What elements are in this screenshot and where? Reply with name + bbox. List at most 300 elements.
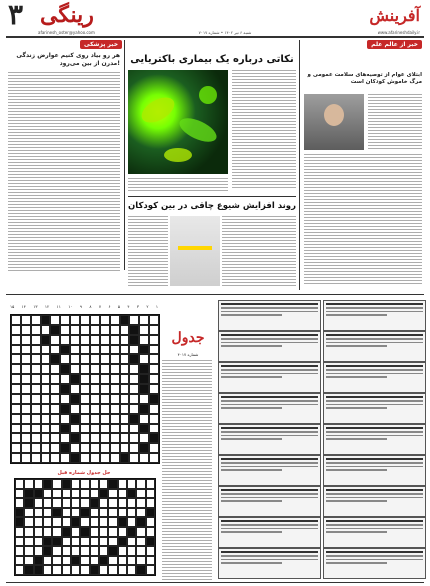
crossword-cell[interactable] [149, 414, 159, 424]
crossword-block [139, 345, 149, 355]
crossword-cell[interactable] [90, 364, 100, 374]
crossword-cell[interactable] [90, 453, 100, 463]
crossword-cell[interactable] [41, 433, 51, 443]
crossword-cell[interactable] [60, 374, 70, 384]
crossword-cell[interactable] [90, 394, 100, 404]
crossword-cell[interactable] [11, 325, 21, 335]
answer-cell [43, 508, 52, 518]
answer-cell [136, 479, 145, 489]
answer-cell [136, 537, 145, 547]
crossword-cell[interactable] [80, 374, 90, 384]
crossword-cell[interactable] [60, 453, 70, 463]
crossword-cell[interactable] [129, 374, 139, 384]
crossword-cell[interactable] [80, 335, 90, 345]
crossword-cell[interactable] [90, 424, 100, 434]
crossword-cell[interactable] [100, 374, 110, 384]
crossword-cell[interactable] [41, 404, 51, 414]
crossword-cell[interactable] [139, 315, 149, 325]
answer-cell [62, 546, 71, 556]
crossword-cell[interactable] [21, 453, 31, 463]
crossword-cell[interactable] [149, 404, 159, 414]
crossword-cell[interactable] [90, 315, 100, 325]
crossword-cell[interactable] [60, 335, 70, 345]
crossword-cell[interactable] [21, 354, 31, 364]
answer-cell [118, 565, 127, 575]
answer-cell [43, 546, 52, 556]
crossword-cell[interactable] [139, 414, 149, 424]
health-tag: خبر پزشکی [80, 40, 122, 49]
answer-cell [146, 537, 155, 547]
crossword-cell[interactable] [120, 345, 130, 355]
col-number: ۱۲ [44, 304, 50, 309]
answer-cell [62, 508, 71, 518]
crossword-cell[interactable] [31, 414, 41, 424]
crossword-cell[interactable] [80, 345, 90, 355]
crossword-cell[interactable] [129, 394, 139, 404]
crossword-cell[interactable] [120, 374, 130, 384]
crossword-cell[interactable] [110, 315, 120, 325]
crossword-cell[interactable] [41, 414, 51, 424]
crossword-cell[interactable] [50, 384, 60, 394]
crossword-cell[interactable] [70, 404, 80, 414]
classified-ad [218, 424, 321, 455]
crossword-cell[interactable] [90, 374, 100, 384]
crossword-cell[interactable] [21, 335, 31, 345]
crossword-cell[interactable] [31, 325, 41, 335]
crossword-cell[interactable] [70, 345, 80, 355]
crossword-cell[interactable] [41, 374, 51, 384]
crossword-cell[interactable] [120, 325, 130, 335]
crossword-cell[interactable] [110, 364, 120, 374]
crossword-cell[interactable] [149, 424, 159, 434]
crossword-cell[interactable] [70, 335, 80, 345]
answer-cell [118, 508, 127, 518]
answer-cell [136, 546, 145, 556]
crossword-cell[interactable] [50, 345, 60, 355]
crossword-cell[interactable] [110, 414, 120, 424]
answer-cell [99, 508, 108, 518]
answer-cell [80, 537, 89, 547]
crossword-cell[interactable] [70, 424, 80, 434]
crossword-cell[interactable] [149, 335, 159, 345]
crossword-cell[interactable] [31, 433, 41, 443]
crossword-cell[interactable] [139, 335, 149, 345]
answer-cell [71, 517, 80, 527]
crossword-cell[interactable] [11, 394, 21, 404]
answer-cell [127, 498, 136, 508]
crossword-cell[interactable] [90, 443, 100, 453]
col-number: ۱۳ [33, 304, 38, 309]
answer-cell [108, 508, 117, 518]
crossword-cell[interactable] [80, 404, 90, 414]
answer-cell [99, 489, 108, 499]
crossword-cell[interactable] [100, 394, 110, 404]
portrait-image [304, 94, 364, 150]
crossword-cell[interactable] [70, 325, 80, 335]
crossword-cell[interactable] [31, 384, 41, 394]
crossword-cell[interactable] [21, 374, 31, 384]
crossword-cell[interactable] [80, 315, 90, 325]
crossword-cell[interactable] [139, 433, 149, 443]
crossword-cell[interactable] [110, 325, 120, 335]
crossword-cell[interactable] [50, 433, 60, 443]
crossword-cell[interactable] [80, 414, 90, 424]
classified-ad [218, 455, 321, 486]
crossword-cell[interactable] [31, 424, 41, 434]
crossword-cell[interactable] [11, 404, 21, 414]
crossword-cell[interactable] [110, 394, 120, 404]
answer-cell [71, 556, 80, 566]
answer-cell [52, 508, 61, 518]
crossword-cell[interactable] [100, 335, 110, 345]
answer-cell [34, 498, 43, 508]
crossword-cell[interactable] [100, 325, 110, 335]
crossword-cell[interactable] [60, 433, 70, 443]
answer-cell [90, 556, 99, 566]
crossword-cell[interactable] [21, 315, 31, 325]
crossword-cell[interactable] [120, 414, 130, 424]
crossword-cell[interactable] [129, 364, 139, 374]
crossword-cell[interactable] [139, 394, 149, 404]
crossword-cell[interactable] [31, 443, 41, 453]
answer-cell [52, 537, 61, 547]
answer-cell [52, 527, 61, 537]
answer-cell [90, 508, 99, 518]
crossword-cell[interactable] [50, 315, 60, 325]
crossword-cell[interactable] [80, 424, 90, 434]
crossword-block [70, 433, 80, 443]
crossword-cell[interactable] [80, 364, 90, 374]
answer-cell [146, 556, 155, 566]
answer-cell [15, 479, 24, 489]
answer-cell [43, 498, 52, 508]
crossword-cell[interactable] [11, 374, 21, 384]
crossword-cell[interactable] [70, 315, 80, 325]
answer-cell [118, 489, 127, 499]
answer-cell [24, 517, 33, 527]
crossword-cell[interactable] [70, 354, 80, 364]
crossword-cell[interactable] [139, 325, 149, 335]
crossword-cell[interactable] [120, 364, 130, 374]
crossword-cell[interactable] [120, 424, 130, 434]
crossword-cell[interactable] [60, 414, 70, 424]
crossword-cell[interactable] [110, 424, 120, 434]
crossword-cell[interactable] [11, 443, 21, 453]
crossword-cell[interactable] [129, 404, 139, 414]
crossword-cell[interactable] [129, 345, 139, 355]
crossword-cell[interactable] [50, 424, 60, 434]
crossword-cell[interactable] [120, 384, 130, 394]
crossword-block [60, 424, 70, 434]
crossword-cell[interactable] [31, 404, 41, 414]
crossword-cell[interactable] [21, 414, 31, 424]
answer-cell [108, 527, 117, 537]
crossword-cell[interactable] [110, 404, 120, 414]
crossword-cell[interactable] [31, 354, 41, 364]
crossword-cell[interactable] [21, 394, 31, 404]
crossword-cell[interactable] [149, 443, 159, 453]
crossword-cell[interactable] [80, 325, 90, 335]
crossword-cell[interactable] [21, 325, 31, 335]
answer-cell [62, 479, 71, 489]
crossword-cell[interactable] [21, 384, 31, 394]
crossword-cell[interactable] [31, 394, 41, 404]
crossword-cell[interactable] [80, 453, 90, 463]
crossword-cell[interactable] [110, 374, 120, 384]
crossword-cell[interactable] [100, 424, 110, 434]
crossword-cell[interactable] [129, 453, 139, 463]
lead-body-2 [128, 178, 228, 192]
crossword-cell[interactable] [110, 335, 120, 345]
bacteria-icon [128, 70, 228, 174]
answer-cell [24, 498, 33, 508]
crossword-cell[interactable] [41, 453, 51, 463]
crossword-cell[interactable] [11, 384, 21, 394]
crossword-cell[interactable] [21, 404, 31, 414]
answer-cell [24, 479, 33, 489]
crossword-cell[interactable] [60, 315, 70, 325]
crossword-cell[interactable] [120, 354, 130, 364]
crossword-cell[interactable] [90, 325, 100, 335]
classified-ad [218, 362, 321, 393]
answer-cell [118, 517, 127, 527]
crossword-cell[interactable] [31, 453, 41, 463]
answer-cell [15, 565, 24, 575]
crossword-block [50, 354, 60, 364]
crossword-cell[interactable] [100, 443, 110, 453]
crossword-block [60, 443, 70, 453]
obesity-body-left [128, 216, 168, 286]
obesity-body-right [222, 216, 296, 286]
answer-cell [24, 546, 33, 556]
classified-ad [323, 486, 426, 517]
answer-cell [80, 527, 89, 537]
crossword-cell[interactable] [21, 443, 31, 453]
answer-cell [127, 527, 136, 537]
crossword-cell[interactable] [129, 315, 139, 325]
crossword-block [60, 345, 70, 355]
crossword-cell[interactable] [50, 414, 60, 424]
answer-cell [127, 537, 136, 547]
crossword-cell[interactable] [31, 345, 41, 355]
answer-cell [62, 517, 71, 527]
answer-cell [71, 489, 80, 499]
person-icon [324, 104, 344, 126]
crossword-cell[interactable] [149, 325, 159, 335]
crossword-cell[interactable] [21, 424, 31, 434]
classified-ad [218, 300, 321, 331]
crossword-cell[interactable] [11, 364, 21, 374]
crossword-cell[interactable] [11, 414, 21, 424]
answer-cell [127, 508, 136, 518]
crossword-cell[interactable] [70, 384, 80, 394]
crossword-cell[interactable] [31, 364, 41, 374]
crossword-cell[interactable] [100, 453, 110, 463]
crossword-cell[interactable] [149, 384, 159, 394]
answer-cell [118, 556, 127, 566]
crossword-cell[interactable] [80, 394, 90, 404]
crossword-cell[interactable] [50, 443, 60, 453]
answer-cell [90, 489, 99, 499]
crossword-block [129, 325, 139, 335]
crossword-cell[interactable] [11, 424, 21, 434]
answer-cell [99, 479, 108, 489]
crossword-cell[interactable] [139, 354, 149, 364]
crossword-cell[interactable] [70, 364, 80, 374]
crossword-cell[interactable] [60, 325, 70, 335]
crossword-cell[interactable] [31, 315, 41, 325]
crossword-block [70, 394, 80, 404]
answer-cell [136, 527, 145, 537]
answer-cell [99, 498, 108, 508]
crossword-cell[interactable] [90, 354, 100, 364]
answer-cell [43, 565, 52, 575]
answer-cell [146, 508, 155, 518]
crossword-cell[interactable] [100, 414, 110, 424]
crossword-cell[interactable] [149, 315, 159, 325]
crossword-cell[interactable] [41, 354, 51, 364]
answer-cell [146, 479, 155, 489]
answer-cell [108, 556, 117, 566]
crossword-cell[interactable] [11, 433, 21, 443]
crossword-cell[interactable] [60, 354, 70, 364]
answer-cell [146, 498, 155, 508]
crossword-cell[interactable] [70, 443, 80, 453]
lead-divider [128, 196, 296, 197]
side-headline: ابتلای عوام از توصیه‌های سلامت عمومی و مرگ خاموش کودکان است [307, 72, 422, 86]
crossword-cell[interactable] [11, 354, 21, 364]
crossword-cell[interactable] [21, 364, 31, 374]
crossword-cell[interactable] [149, 374, 159, 384]
crossword-grid[interactable] [10, 314, 160, 464]
crossword-cell[interactable] [41, 424, 51, 434]
crossword-cell[interactable] [110, 384, 120, 394]
answer-cell [127, 556, 136, 566]
answer-cell [52, 565, 61, 575]
crossword-cell[interactable] [90, 433, 100, 443]
crossword-cell[interactable] [100, 384, 110, 394]
crossword-cell[interactable] [80, 354, 90, 364]
crossword-cell[interactable] [50, 335, 60, 345]
crossword-cell[interactable] [41, 384, 51, 394]
crossword-cell[interactable] [80, 443, 90, 453]
col-number: ۲ [146, 304, 149, 309]
crossword-cell[interactable] [21, 433, 31, 443]
answer-cell [127, 479, 136, 489]
crossword-cell[interactable] [149, 345, 159, 355]
crossword-cell[interactable] [50, 404, 60, 414]
crossword-cell[interactable] [90, 335, 100, 345]
crossword-cell[interactable] [110, 443, 120, 453]
crossword-cell[interactable] [50, 364, 60, 374]
crossword-block [70, 414, 80, 424]
crossword-cell[interactable] [100, 364, 110, 374]
crossword-cell[interactable] [120, 433, 130, 443]
crossword-cell[interactable] [120, 404, 130, 414]
site-url: www.afarineshdaily.ir [377, 30, 420, 35]
crossword-cell[interactable] [11, 335, 21, 345]
crossword-cell[interactable] [41, 345, 51, 355]
crossword-block [139, 443, 149, 453]
crossword-cell[interactable] [50, 374, 60, 384]
col-number: ۳ [136, 304, 139, 309]
newspaper-title: رینگی [40, 2, 94, 28]
crossword-cell[interactable] [120, 335, 130, 345]
crossword-block [129, 414, 139, 424]
crossword-cell[interactable] [120, 394, 130, 404]
crossword-cell[interactable] [110, 345, 120, 355]
crossword-cell[interactable] [41, 364, 51, 374]
crossword-cell[interactable] [139, 453, 149, 463]
answer-cell [90, 565, 99, 575]
answer-cell [34, 479, 43, 489]
crossword-cell[interactable] [129, 384, 139, 394]
crossword-cell[interactable] [100, 433, 110, 443]
science-body [304, 154, 422, 284]
crossword-cell[interactable] [80, 433, 90, 443]
crossword-cell[interactable] [11, 315, 21, 325]
answer-cell [108, 479, 117, 489]
crossword-cell[interactable] [129, 424, 139, 434]
crossword-cell[interactable] [60, 394, 70, 404]
crossword-cell[interactable] [80, 384, 90, 394]
crossword-cell[interactable] [100, 404, 110, 414]
crossword-cell[interactable] [129, 443, 139, 453]
answer-cell [71, 527, 80, 537]
crossword-cell[interactable] [149, 453, 159, 463]
crossword-cell[interactable] [110, 354, 120, 364]
crossword-cell[interactable] [41, 443, 51, 453]
crossword-cell[interactable] [149, 364, 159, 374]
answer-cell [52, 556, 61, 566]
crossword-cell[interactable] [21, 345, 31, 355]
crossword-cell[interactable] [31, 374, 41, 384]
answer-cell [108, 546, 117, 556]
crossword-cell[interactable] [31, 335, 41, 345]
crossword-cell[interactable] [90, 414, 100, 424]
crossword-cell[interactable] [110, 433, 120, 443]
answer-cell [71, 498, 80, 508]
crossword-block [139, 364, 149, 374]
crossword-cell[interactable] [100, 315, 110, 325]
crossword-cell[interactable] [50, 394, 60, 404]
crossword-cell[interactable] [149, 354, 159, 364]
crossword-cell[interactable] [41, 394, 51, 404]
brand-logo: آفرینش [369, 6, 420, 25]
crossword-cell[interactable] [90, 384, 100, 394]
crossword-cell[interactable] [50, 453, 60, 463]
col-number: ۷ [98, 304, 101, 309]
classified-ad [323, 362, 426, 393]
crossword-cell[interactable] [90, 404, 100, 414]
crossword-cell[interactable] [90, 345, 100, 355]
crossword-block [139, 424, 149, 434]
crossword-cell[interactable] [110, 453, 120, 463]
answer-cell [43, 527, 52, 537]
crossword-cell[interactable] [100, 345, 110, 355]
answer-cell [34, 489, 43, 499]
crossword-cell[interactable] [11, 453, 21, 463]
crossword-cell[interactable] [11, 345, 21, 355]
answer-cell [80, 498, 89, 508]
answer-cell [108, 537, 117, 547]
crossword-cell[interactable] [129, 433, 139, 443]
answer-cell [71, 508, 80, 518]
crossword-cell[interactable] [100, 354, 110, 364]
crossword-cell[interactable] [120, 443, 130, 453]
answer-cell [80, 546, 89, 556]
crossword-cell[interactable] [41, 325, 51, 335]
